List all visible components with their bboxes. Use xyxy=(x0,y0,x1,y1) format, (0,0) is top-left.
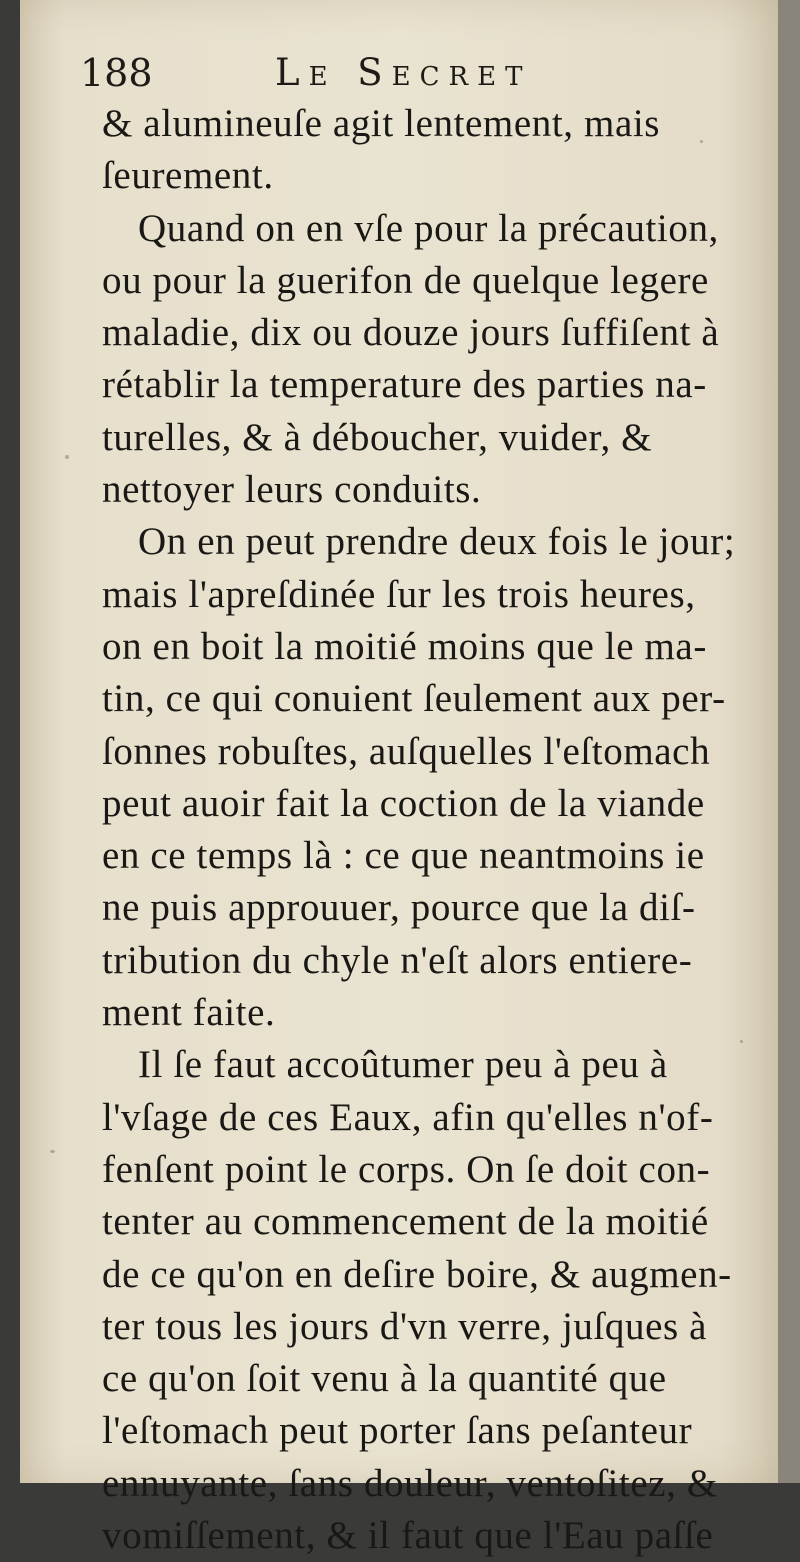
text-line: ſeurement. xyxy=(102,154,274,198)
text-line: ce qu'on ſoit venu à la quantité que xyxy=(102,1357,667,1401)
text-line: ſonnes robuſtes, auſquelles l'eſtomach xyxy=(102,729,711,773)
text-line: en ce temps là : ce que neantmoins ie xyxy=(102,834,705,878)
text-line: ment faite. xyxy=(102,991,276,1035)
paper-speck xyxy=(700,140,703,143)
text-line: vomiſſement, & il faut que l'Eau paſſe xyxy=(102,1514,714,1558)
page-number: 188 xyxy=(80,51,153,95)
text-line: ennuyante, ſans douleur, ventoſitez, & xyxy=(102,1461,718,1505)
text-line: rétablir la temperature des parties na- xyxy=(102,363,707,407)
text-line: On en peut prendre deux fois le jour; xyxy=(138,520,736,564)
text-line: tribution du chyle n'eſt alors entiere- xyxy=(102,938,693,982)
text-line: l'eſtomach peut porter ſans peſanteur xyxy=(102,1409,693,1453)
text-line: turelles, & à déboucher, vuider, & xyxy=(102,415,653,459)
body-text xyxy=(102,98,782,1562)
text-line: de ce qu'on en deſire boire, & augmen- xyxy=(102,1252,732,1296)
paper-speck xyxy=(50,1150,55,1153)
text-line: mais l'apreſdinée ſur les trois heures, xyxy=(102,572,696,616)
text-line: peut auoir fait la coction de la viande xyxy=(102,781,705,825)
text-line: & alumineuſe agit lentement, mais xyxy=(102,102,661,145)
paper-speck xyxy=(740,1040,743,1043)
text-line: on en boit la moitié moins que le ma- xyxy=(102,624,707,668)
page-header xyxy=(80,48,760,98)
text-line: Quand on en vſe pour la précaution, xyxy=(138,206,719,250)
paper-speck xyxy=(65,455,69,459)
text-line: tin, ce qui conuient ſeulement aux per- xyxy=(102,677,726,721)
text-line: ne puis approuuer, pource que la diſ- xyxy=(102,886,696,930)
page-edge xyxy=(778,0,800,1483)
text-line: nettoyer leurs conduits. xyxy=(102,468,482,512)
text-line: l'vſage de ces Eaux, afin qu'elles n'of- xyxy=(102,1095,714,1139)
text-line: tenter au commencement de la moitié xyxy=(102,1200,709,1244)
text-line: fenſent point le corps. On ſe doit con- xyxy=(102,1147,711,1191)
text-line: maladie, dix ou douze jours ſuffiſent à xyxy=(102,311,720,355)
text-line: Il ſe faut accoûtumer peu à peu à xyxy=(138,1043,668,1087)
text-line: ou pour la guerifon de quelque legere xyxy=(102,258,709,302)
text-line: ter tous les jours d'vn verre, juſques à xyxy=(102,1304,708,1348)
book-page xyxy=(20,0,780,1558)
running-title: Le Secret xyxy=(275,51,532,94)
